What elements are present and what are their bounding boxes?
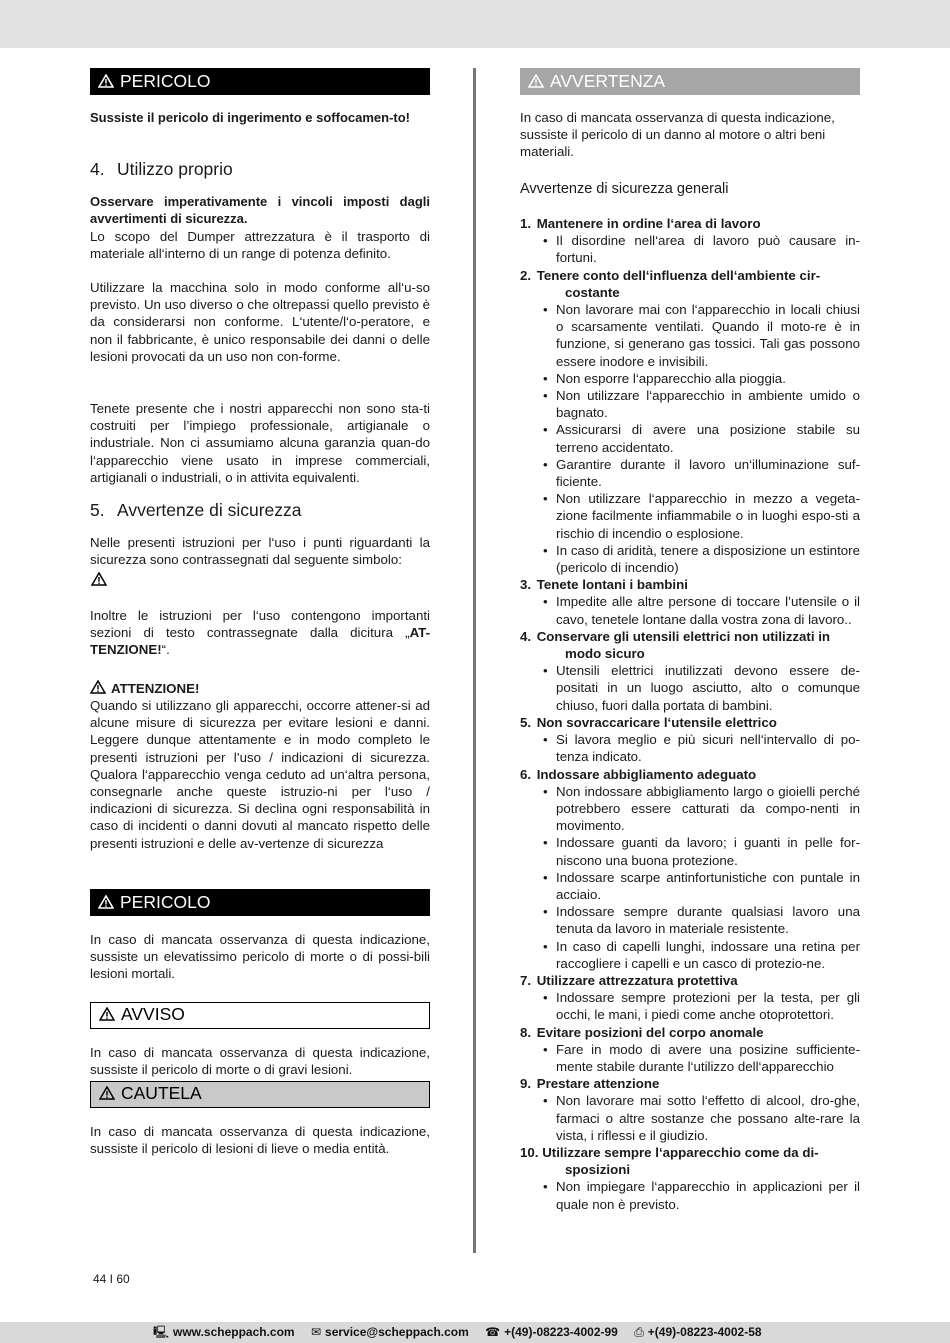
banner-label: CAUTELA <box>121 1083 202 1103</box>
section-4-purpose: Lo scopo del Dumper attrezzatura è il trasporto di materiale all‘interno di un range di potenza definito. <box>90 229 430 262</box>
safety-bullet: • In caso di aridità, tenere a disposizione un estintore (pericolo di incendio) <box>556 542 860 576</box>
safety-item-number: 3. <box>520 577 532 593</box>
warning-icon <box>98 895 114 909</box>
attention-text: Quando si utilizzano gli apparecchi, occorre attener-si ad alcune misure di sicurezza per evitare lesioni e danni. Leggere dunque attentamente e in modo completo le presenti istruzioni per l’uso / indicazioni di sicurezza. Qualora l‘apparecchio venga ceduto ad un‘altra persona, consegnarle anche queste istruzio-ni per l‘uso / indicazioni di sicurezza. Si declina ogni responsabilità in caso di incidenti o danni dovuti al mancato rispetto delle presenti istruzioni e delle av-vertenze di sicurezza <box>90 698 430 851</box>
fax-icon: ⎙ <box>634 1325 644 1339</box>
safety-item-number: 7. <box>520 972 532 988</box>
safety-item <box>520 576 860 628</box>
footer-bar <box>0 1322 950 1343</box>
banner-label: AVVERTENZA <box>550 71 666 91</box>
safety-item <box>520 215 860 267</box>
safety-item-heading <box>520 1144 860 1178</box>
pericolo-banner <box>90 68 430 95</box>
safety-bullets <box>520 783 860 972</box>
warning-icon <box>90 680 106 694</box>
phone-contact: ☎ +(49)-08223-4002-99 <box>485 1325 618 1339</box>
safety-item <box>520 1144 860 1213</box>
safety-item-title: Prestare attenzione <box>536 1076 660 1092</box>
banner-label: AVVISO <box>121 1004 185 1024</box>
safety-bullet: • In caso di capelli lunghi, indossare una retina per raccogliere i capelli e un casco di protezio-ne. <box>556 938 860 972</box>
safety-bullet: • Indossare sempre protezioni per la testa, per gli occhi, le mani, i piedi come anche otoprotettori. <box>556 989 860 1023</box>
attention-heading: ATTENZIONE! <box>90 680 430 697</box>
safety-item-title: Conservare gli utensili elettrici non utilizzati in modo sicuro <box>536 628 831 662</box>
section-5-sections-note: Inoltre le istruzioni per l‘uso contengono importanti sezioni di testo contrassegnate dalla dicitura „AT-TENZIONE!“. <box>90 608 430 658</box>
section-4-professional: Tenete presente che i nostri apparecchi non sono sta-ti costruiti per l’impiego professionale, artigianale o industriale. Non ci assumiamo alcuna garanzia quan-do l‘apparecchio viene usato in imprese commerciali, artigianali o industriali, o in attivita equivalenti. <box>90 401 430 485</box>
banner-label: PERICOLO <box>120 71 211 91</box>
safety-item-heading <box>520 215 860 232</box>
safety-bullet: • Assicurarsi di avere una posizione stabile su terreno accidentato. <box>556 421 860 455</box>
safety-item-title: Mantenere in ordine l‘area di lavoro <box>536 216 761 231</box>
safety-bullet: • Utensili elettrici inutilizzati devono essere de-positati in un luogo asciutto, alto o comunque chiuso, fuori dalla portata di bambini. <box>556 662 860 714</box>
section-4-intro: Osservare imperativamente i vincoli imposti dagli avvertimenti di sicurezza. <box>90 194 430 227</box>
avvertenza-description: In caso di mancata osservanza di questa indicazione, sussiste il pericolo di un danno al motore o altri beni materiali. <box>520 110 835 160</box>
page-number: 44 I 60 <box>93 1272 130 1286</box>
safety-bullet: • Indossare scarpe antinfortunistiche con puntale in acciaio. <box>556 869 860 903</box>
warning-icon <box>98 74 114 88</box>
safety-item <box>520 267 860 577</box>
column-divider <box>473 68 476 1253</box>
top-margin-band <box>0 0 950 48</box>
safety-item-number: 4. <box>520 628 532 644</box>
section-4-use: Utilizzare la macchina solo in modo conforme all‘u-so previsto. Un uso diverso o che oltrepassi quello previsto è da considerarsi non conforme. L‘utente/l‘o-peratore, e non il fabbricante, è unico responsabile dei danni o delle lesioni provocati da un uso non con-forme. <box>90 280 430 364</box>
safety-bullets <box>520 232 860 266</box>
warning-icon <box>99 1086 115 1100</box>
safety-bullet: • Non utilizzare l‘apparecchio in mezzo a vegeta-zione facilmente infiammabile o in luoghi espo-sti a rischio di incendio o esplosione. <box>556 490 860 542</box>
cautela-description: In caso di mancata osservanza di questa indicazione, sussiste il pericolo di lesioni di lieve o media entità. <box>90 1124 430 1157</box>
safety-bullet: • Non utilizzare l‘apparecchio in ambiente umido o bagnato. <box>556 387 860 421</box>
safety-item-title: Non sovraccaricare l‘utensile elettrico <box>536 714 777 730</box>
safety-item <box>520 766 860 972</box>
safety-bullet: • Non impiegare l‘apparecchio in applicazioni per il quale non è previsto. <box>556 1178 860 1212</box>
safety-bullet: • Indossare guanti da lavoro; i guanti in pelle for-niscono una buona protezione. <box>556 834 860 868</box>
safety-bullet: • Non lavorare mai sotto l‘effetto di alcool, dro-ghe, farmaci o altre sostanze che possano alte-rare la vista, i riflessi e il giudizio. <box>556 1092 860 1144</box>
email-contact: ✉ service@scheppach.com <box>311 1325 469 1339</box>
safety-bullet: • Il disordine nell‘area di lavoro può causare in-fortuni. <box>556 232 860 266</box>
safety-item <box>520 628 860 714</box>
section-5-intro: Nelle presenti istruzioni per l‘uso i punti riguardanti la sicurezza sono contrassegnati dal seguente simbolo: <box>90 535 430 568</box>
pericolo-banner-2 <box>90 889 430 916</box>
safety-bullets <box>520 662 860 714</box>
safety-bullets <box>520 1178 860 1212</box>
safety-bullet: • Fare in modo di avere una posizine sufficiente-mente stabile durante l‘utilizzo dell‘apparecchio <box>556 1041 860 1075</box>
safety-list <box>520 215 860 1213</box>
safety-bullets <box>520 1041 860 1075</box>
safety-item-number: 5. <box>520 714 532 730</box>
safety-item-title: Tenete lontani i bambini <box>536 577 688 593</box>
safety-item-number: 10. <box>520 1144 539 1160</box>
safety-bullets <box>520 1092 860 1144</box>
warning-symbol-icon <box>91 572 107 586</box>
safety-bullet: • Garantire durante il lavoro un‘illuminazione suf-ficiente. <box>556 456 860 490</box>
safety-item <box>520 1075 860 1144</box>
safety-item-heading <box>520 1075 860 1092</box>
avvertenza-banner <box>520 68 860 95</box>
safety-bullets <box>520 301 860 576</box>
safety-item-title: Utilizzare sempre l‘apparecchio come da di-sposizioni <box>542 1144 819 1178</box>
safety-item-heading <box>520 766 860 783</box>
safety-item-heading <box>520 972 860 989</box>
safety-item-number: 6. <box>520 766 532 782</box>
general-safety-heading: Avvertenze di sicurezza generali <box>520 181 729 197</box>
safety-item-heading <box>520 1024 860 1041</box>
safety-item-title: Indossare abbigliamento adeguato <box>536 766 757 782</box>
safety-bullets <box>520 731 860 765</box>
email-icon: ✉ <box>310 1325 322 1339</box>
pericolo-description: In caso di mancata osservanza di questa indicazione, sussiste un elevatissimo pericolo di morte o di possi-bili lesioni mortali. <box>90 932 430 982</box>
safety-item-heading <box>520 628 860 662</box>
avviso-description: In caso di mancata osservanza di questa indicazione, sussiste il pericolo di morte o di gravi lesioni. <box>90 1045 430 1078</box>
safety-bullet: • Non esporre l‘apparecchio alla pioggia. <box>556 370 860 387</box>
banner-label: PERICOLO <box>120 892 211 912</box>
safety-item <box>520 714 860 766</box>
warning-icon <box>528 74 544 88</box>
computer-icon: 🖳 <box>153 1325 170 1339</box>
safety-bullets <box>520 593 860 627</box>
section-5-heading: 5. Avvertenze di sicurezza <box>90 500 302 520</box>
website-contact: 🖳 www.scheppach.com <box>153 1325 295 1339</box>
safety-item-number: 2. <box>520 267 532 283</box>
safety-item <box>520 1024 860 1076</box>
safety-item-title: Tenere conto dell‘influenza dell‘ambiente cir-costante <box>536 267 821 300</box>
safety-item <box>520 972 860 1024</box>
safety-bullet: • Si lavora meglio e più sicuri nell‘intervallo di po-tenza indicato. <box>556 731 860 765</box>
fax-contact: ⎙ +(49)-08223-4002-58 <box>634 1325 761 1339</box>
safety-item-heading <box>520 267 860 301</box>
safety-item-heading <box>520 714 860 731</box>
section-4-heading: 4. Utilizzo proprio <box>90 159 233 179</box>
safety-item-number: 9. <box>520 1076 532 1092</box>
safety-bullet: • Non indossare abbigliamento largo o gioielli perché potrebbero essere catturati da compo-nenti in movimento. <box>556 783 860 835</box>
cautela-banner <box>90 1081 430 1108</box>
choking-hazard-text: Sussiste il pericolo di ingerimento e soffocamen-to! <box>90 110 410 125</box>
safety-item-title: Evitare posizioni del corpo anomale <box>536 1024 764 1040</box>
avviso-banner <box>90 1002 430 1029</box>
warning-icon <box>99 1007 115 1021</box>
phone-icon: ☎ <box>485 1325 501 1339</box>
safety-item-heading <box>520 576 860 593</box>
safety-item-number: 1. <box>520 216 532 231</box>
safety-item-number: 8. <box>520 1024 532 1040</box>
safety-bullet: • Indossare sempre durante qualsiasi lavoro una tenuta da lavoro in materiale resistente. <box>556 903 860 937</box>
safety-bullet: • Impedite alle altre persone di toccare l’utensile o il cavo, tenetele lontane dalla vostra zona di lavoro.. <box>556 593 860 627</box>
safety-item-title: Utilizzare attrezzatura protettiva <box>536 972 738 988</box>
safety-bullets <box>520 989 860 1023</box>
safety-bullet: • Non lavorare mai con l‘apparecchio in locali chiusi o scarsamente ventilati. Quando il moto-re è in funzione, si generano gas tossici. Tali gas possono essere inodore e invisibili. <box>556 301 860 370</box>
